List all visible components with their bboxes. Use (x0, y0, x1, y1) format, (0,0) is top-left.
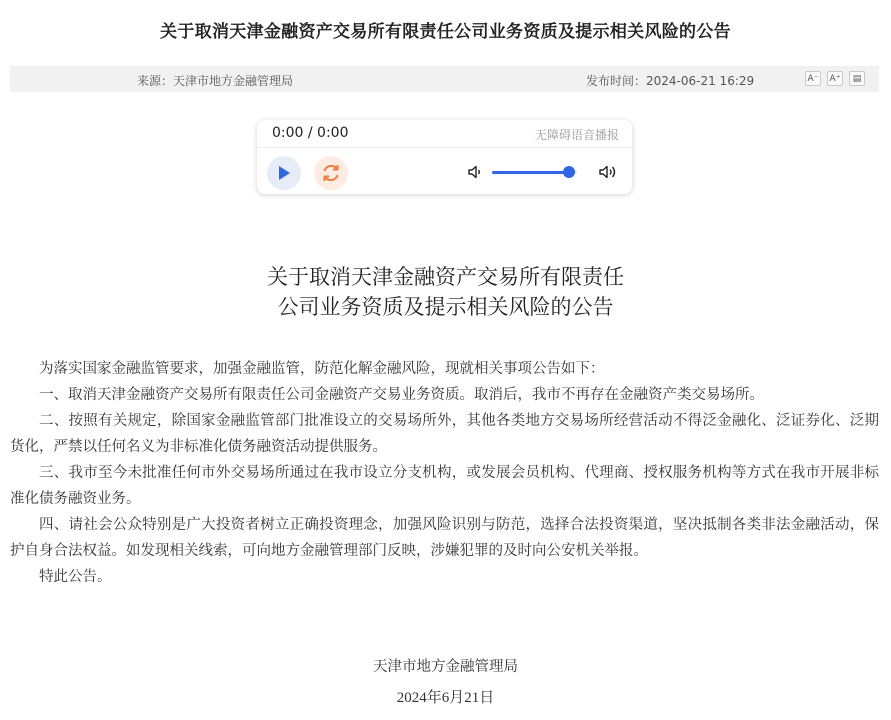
volume-high-icon[interactable] (599, 164, 619, 180)
article-paragraph: 特此公告。 (39, 569, 112, 585)
audio-player (257, 120, 632, 194)
page-title: 关于取消天津金融资产交易所有限责任公司业务资质及提示相关风险的公告 (160, 22, 731, 42)
accessibility-broadcast-label[interactable]: 无障碍语音播报 (534, 128, 619, 142)
article-title-line: 关于取消天津金融资产交易所有限责任 (267, 265, 624, 289)
font-increase-icon[interactable]: A⁺ (827, 71, 843, 86)
article-paragraph: 三、我市至今未批准任何市外交易场所通过在我市设立分支机构，或发展会员机构、代理商、授权服务机构等方式在我市开展非标准化债务融资业务。 (10, 465, 879, 507)
refresh-icon (320, 162, 342, 184)
article-paragraph: 为落实国家金融监管要求，加强金融监管，防范化解金融风险，现就相关事项公告如下： (39, 361, 605, 377)
article-title-line: 公司业务资质及提示相关风险的公告 (277, 295, 614, 319)
play-button[interactable] (267, 156, 301, 190)
play-icon (277, 165, 291, 181)
meta-bar (10, 66, 879, 92)
source-label: 来源：天津市地方金融管理局 (137, 74, 294, 88)
article-paragraph: 一、取消天津金融资产交易所有限责任公司金融资产交易业务资质。取消后，我市不再存在金融资产类交易场所。 (39, 387, 764, 403)
article-paragraph: 四、请社会公众特别是广大投资者树立正确投资理念，加强风险识别与防范，选择合法投资渠道，坚决抵制各类非法金融活动，保护自身合法权益。如发现相关线索，可向地方金融管理部门反映，涉嫌犯罪的及时向公安机关举报。 (10, 517, 879, 559)
volume-slider-fill (492, 171, 569, 174)
article-body (10, 356, 879, 590)
signature-org: 天津市地方金融管理局 (373, 659, 518, 675)
print-icon[interactable]: ▤ (849, 71, 865, 86)
font-decrease-icon[interactable]: A⁻ (805, 71, 821, 86)
signature-date: 2024年6月21日 (396, 690, 495, 706)
volume-slider[interactable] (492, 171, 577, 174)
volume-slider-knob[interactable] (563, 166, 575, 178)
player-time: 0:00 / 0:00 (272, 125, 349, 141)
replay-button[interactable] (314, 156, 348, 190)
player-divider (257, 147, 632, 148)
publish-time: 发布时间：2024-06-21 16:29 (586, 74, 755, 88)
article-paragraph: 二、按照有关规定，除国家金融监管部门批准设立的交易场所外，其他各类地方交易场所经营活动不得泛金融化、泛证券化、泛期货化，严禁以任何名义为非标准化债务融资活动提供服务。 (10, 413, 879, 455)
article-title (0, 262, 891, 322)
volume-low-icon[interactable] (468, 165, 482, 179)
